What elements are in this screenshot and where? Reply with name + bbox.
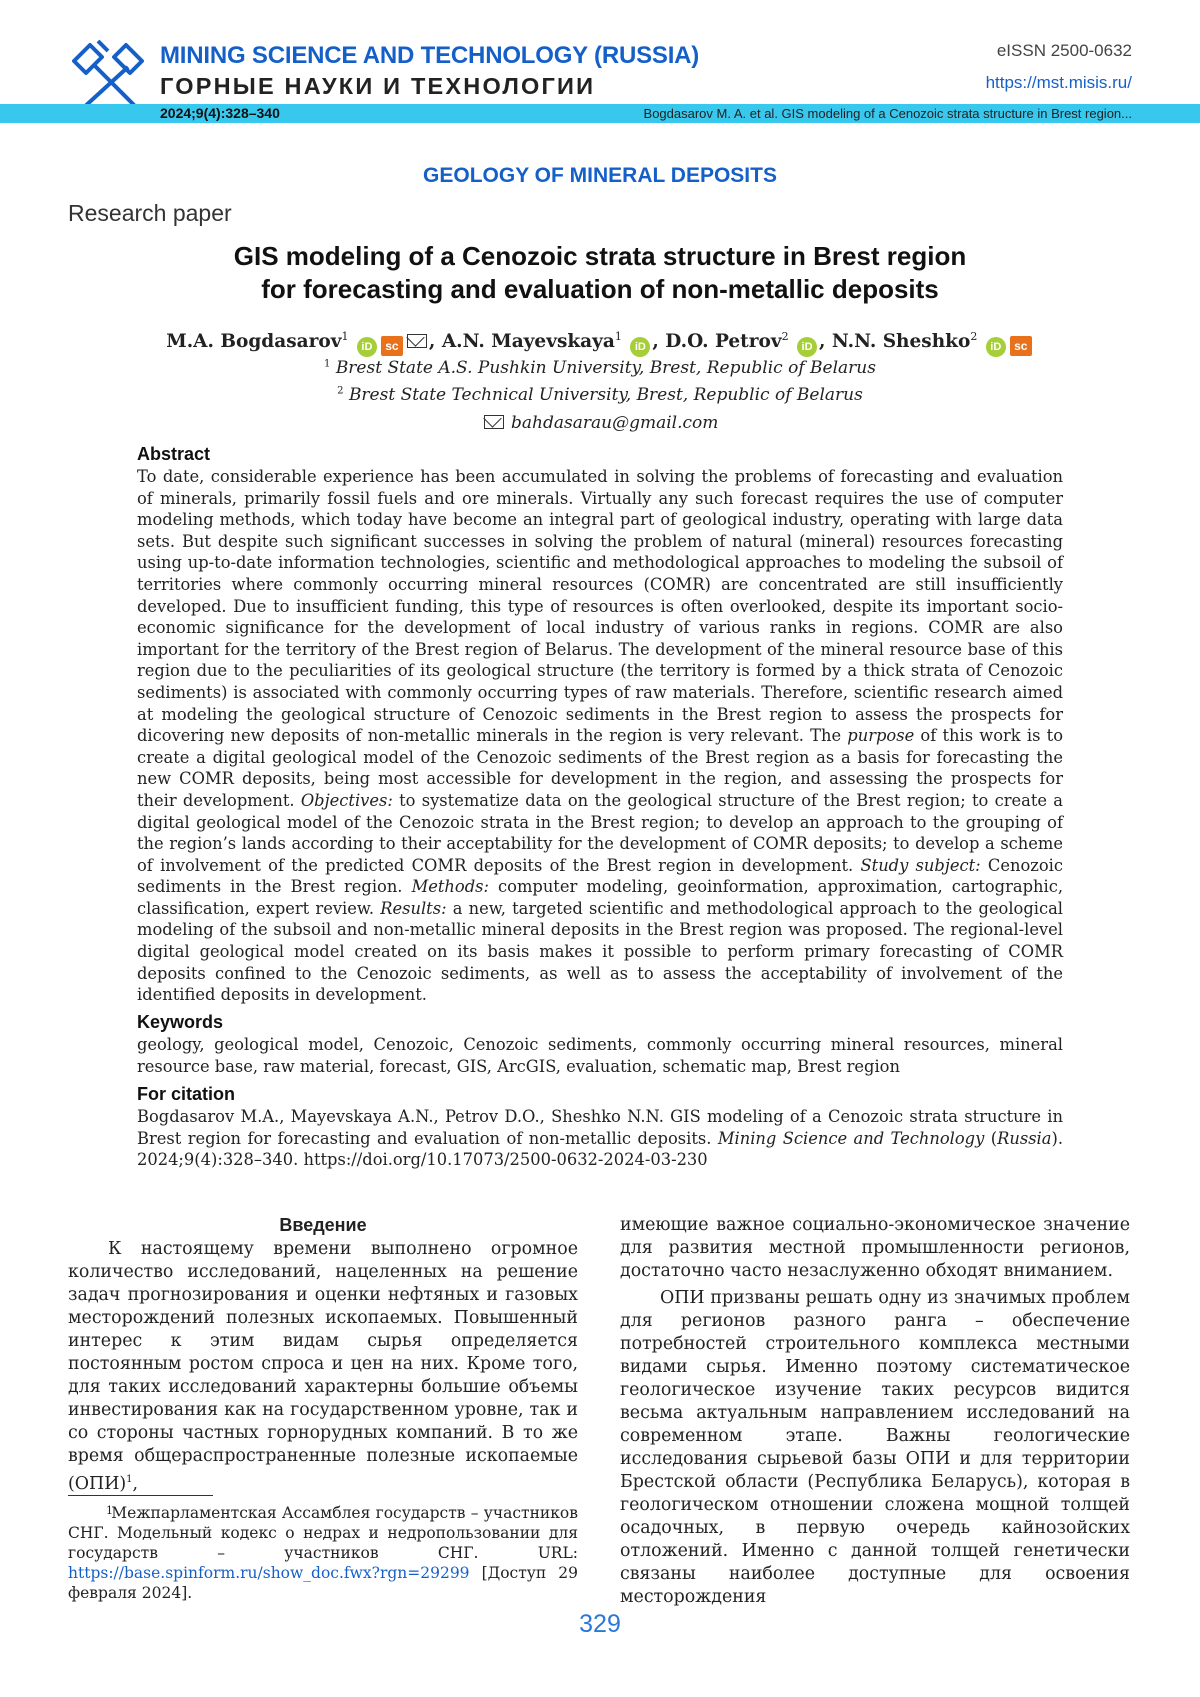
author-list: M.A. Bogdasarov$^1$ iD sc , A.N. Mayevskaya$^1$ iD , D.O. Petrov$^2$ iD , N.N. Sheshko$^2$ iD sc [0,330,1200,357]
citation-country: Russia [997,1128,1052,1148]
paragraph-text: , [132,1473,139,1494]
journal-title-en: MINING SCIENCE AND TECHNOLOGY (RUSSIA) [160,42,700,69]
orcid-icon[interactable]: iD [797,337,817,357]
citation-heading: For citation [137,1084,235,1104]
abstract-segment: a new, targeted scientific and methodological approach to the geological modeling of the subsoil and non-metallic mineral deposits in the Brest region was proposed. The regional-level digital geological model created on its basis makes it possible to perform primary forecasting of COMR deposits confined to the Cenozoic sediments, as well as to assess the acceptability of involvement of the identified deposits in development. [137,898,1063,1005]
footnote [68,1501,578,1603]
journal-header [0,0,1200,125]
abstract-label: Study subject: [860,855,981,875]
intro-paragraph-3: ОПИ призваны решать одну из значимых проблем для регионов разного ранга – обеспечение потребностей строительного комплекса местными видами сырья. Именно поэтому систематическое геологическое изучение таких ресурсов видится весьма актуальным направлением исследований на современном этапе. Важны геологические исследования сырьевой базы ОПИ и для территории Брестской области (Республика Беларусь), которая в геологическом отношении сложена мощной толщей осадочных, в первую очередь кайнозойских отложений. Именно с данной толщей генетически связаны наиболее доступные для освоения месторождения [620,1288,1130,1607]
footnote-number: 1 [106,1504,113,1517]
paper-type: Research paper [68,200,232,226]
aff-sup: 2 [337,385,344,397]
email-envelope-icon [484,415,504,429]
intro-heading: Введение [279,1215,367,1235]
abstract-label: Methods: [411,877,489,897]
email-envelope-icon [407,334,427,348]
footnote-text: Межпарламентская Ассамблея государств – участников СНГ. Модельный кодекс о недрах и недропользовании для государств – участников СНГ. URL: [68,1504,578,1562]
volume-info: 2024;9(4):328–340 [160,105,280,121]
section-heading: GEOLOGY OF MINERAL DEPOSITS [423,164,777,187]
scopus-icon[interactable]: sc [381,336,403,356]
footnote-divider [68,1495,213,1496]
abstract-segment: To date, considerable experience has been accumulated in solving the problems of forecasting and evaluation of minerals, primarily fossil fuels and ore minerals. Virtually any such forecast requires the use of computer modeling methods, which today have become an integral part of geological industry, operating with large data sets. But despite such significant successes in solving the problem of natural (mineral) resources forecasting using up-to-date information technologies, scientific and methodological approaches to modeling the subsoil of territories where commonly occurring mineral resources (COMR) are concentrated are still insufficiently developed. Due to insufficient funding, this type of resources is often overlooked, despite its important socio-economic significance for the development of local industry of various ranks in regions. COMR are also important for the territory of the Brest region of Belarus. The development of the mineral resource base of this region due to the peculiarities of its geological structure (the territory is formed by a thick strata of Cenozoic sediments) is associated with commonly occurring types of raw materials. Therefore, scientific research aimed at modeling the geological structure of Cenozoic sediments in the Brest region to assess the prospects for dicovering new deposits of non-metallic minerals in the region is very relevant. The [137,467,1063,746]
author-sup: 2 [970,330,978,343]
keywords-heading: Keywords [137,1012,224,1032]
paragraph-text: К настоящему времени выполнено огромное количество исследований, нацеленных на решение задач прогнозирования и оценки нефтяных и газовых месторождений полезных ископаемых. Повышенный интерес к этим видам сырья определяется постоянным ростом спроса и цен на них. Кроме того, для таких исследований характерны большие объемы инвестирования как на государственном уровне, так и со стороны частных горнорудных компаний. В то же время общераспространенные полезные ископаемые (ОПИ) [68,1239,578,1494]
orcid-icon[interactable]: iD [986,337,1006,357]
journal-title-ru: ГОРНЫЕ НАУКИ И ТЕХНОЛОГИИ [160,73,596,99]
author-name: N.N. Sheshko [831,331,971,353]
abstract-label: Objectives: [300,790,393,810]
footnote-link[interactable]: https://base.spinform.ru/show_doc.fwx?rgn=29299 [68,1564,470,1582]
abstract-heading: Abstract [137,444,211,464]
abstract-text [137,466,1063,1006]
author-name: D.O. Petrov [665,331,782,353]
author-sup: 1 [614,330,622,343]
abstract-label: purpose [847,726,915,746]
citation-segment: ( [984,1128,998,1148]
eissn: eISSN 2500-0632 [996,41,1132,60]
running-title: Bogdasarov M. A. et al. GIS modeling of a Cenozoic strata structure in Brest region... [643,106,1132,121]
crossed-hammers-logo-icon [68,35,150,113]
citation-text [137,1106,1063,1171]
aff-text: Brest State Technical University, Brest, Republic of Belarus [348,385,863,405]
intro-paragraph-1 [68,1238,578,1496]
paper-title [100,240,1100,306]
title-line-1: GIS modeling of a Cenozoic strata structure in Brest region [233,241,967,271]
footnote-ref[interactable]: 1 [126,1474,133,1485]
scopus-icon[interactable]: sc [1010,336,1032,356]
affiliation-1 [0,358,1200,378]
corresponding-email [0,413,1200,433]
orcid-icon[interactable]: iD [630,337,650,357]
orcid-icon[interactable]: iD [357,337,377,357]
page-number: 329 [579,1610,621,1638]
citation-journal: Mining Science and Technology [717,1128,985,1148]
footnote-text: [Доступ 29 февраля 2024]. [68,1564,578,1602]
aff-sup: 1 [324,358,331,370]
citation-segment: ). 2024;9(4):328–340. https://doi.org/10.17073/2500-0632-2024-03-230 [137,1128,1063,1170]
author-name: M.A. Bogdasarov [166,331,342,353]
author-sup: 1 [341,330,349,343]
body-column-right [620,1214,1130,1609]
keywords-text: geology, geological model, Cenozoic, Cenozoic sediments, commonly occurring mineral resources, mineral resource base, raw material, forecast, GIS, ArcGIS, evaluation, schematic map, Brest region [137,1035,1063,1076]
abstract-segment: of this work is to create a digital geological model of the Cenozoic sediments of the Brest region as a basis for forecasting the new COMR deposits, being most accessible for development in the region, and assessing the prospects for their development. [137,726,1063,810]
author-sup: 2 [781,330,789,343]
abstract-label: Results: [380,898,447,918]
abstract-segment: Cenozoic sediments in the Brest region. [137,855,1063,897]
abstract-segment: computer modeling, geoinformation, approximation, cartographic, classification, expert review. [137,877,1063,918]
email-address[interactable]: bahdasarau@gmail.com [511,413,719,433]
header-band [0,104,1200,123]
intro-paragraph-2: имеющие важное социально-экономическое значение для развития местной промышленности регионов, достаточно часто незаслуженно обходят вниманием. [620,1215,1130,1281]
affiliation-2 [0,385,1200,405]
title-line-2: for forecasting and evaluation of non-metallic deposits [261,274,939,304]
aff-text: Brest State A.S. Pushkin University, Brest, Republic of Belarus [335,358,876,378]
citation-segment: Bogdasarov M.A., Mayevskaya A.N., Petrov D.O., Sheshko N.N. GIS modeling of a Cenozoic strata structure in Brest region for forecasting and evaluation of non-metallic deposits. [137,1107,1063,1148]
body-column-left [68,1214,578,1496]
author-name: A.N. Mayevskaya [441,331,615,353]
journal-url-link[interactable]: https://mst.misis.ru/ [985,73,1132,92]
abstract-segment: to systematize data on the geological structure of the Brest region; to create a digital geological model of the Cenozoic strata in the Brest region; to develop an approach to the grouping of the region’s lands according to their acceptability for the development of COMR deposits; to develop a scheme of involvement of the predicted COMR deposits of the Brest region in development. [137,790,1063,875]
